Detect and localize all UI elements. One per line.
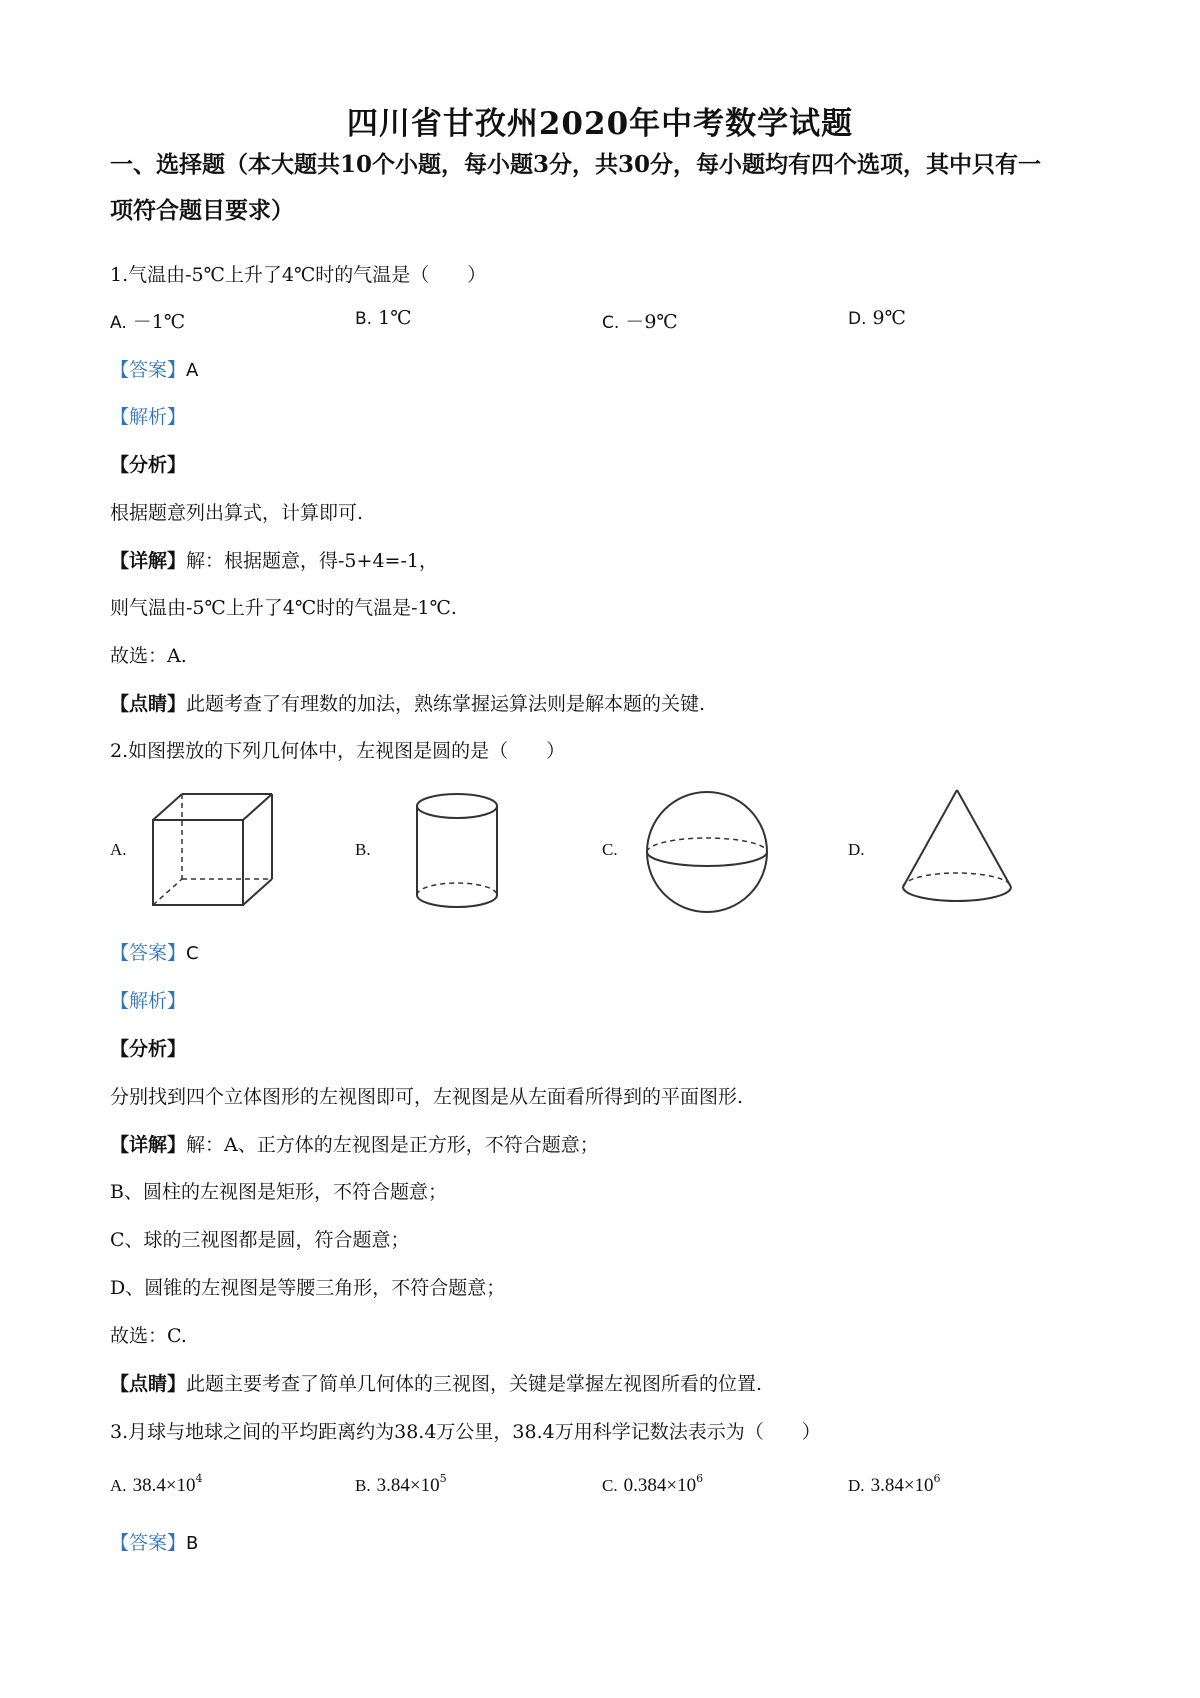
detail-tag: 【详解】 — [110, 550, 187, 572]
cone-figure — [895, 785, 1020, 910]
option-letter: A. — [110, 313, 127, 333]
q1-choose: 故选：A. — [110, 645, 187, 667]
section-heading-line-2: 项符合题目要求） — [110, 197, 294, 224]
option-mantissa: 3.84×10 — [376, 1475, 440, 1496]
analysis-tag: 【解析】 — [110, 406, 187, 428]
fenxi-tag: 【分析】 — [110, 1038, 187, 1060]
option-text: －9℃ — [625, 311, 678, 333]
q1-detail — [110, 546, 438, 573]
comment-text: 此题考查了有理数的加法，熟练掌握运算法则是解本题的关键. — [186, 693, 706, 715]
option-letter: C. — [602, 313, 620, 333]
option-letter: B. — [355, 1476, 371, 1495]
q2-detail-d: D、圆锥的左视图是等腰三角形，不符合题意； — [110, 1277, 506, 1299]
q3-option-d — [848, 1472, 941, 1497]
q2-figure-label-a: A. — [110, 840, 127, 859]
q3-option-c — [602, 1472, 703, 1497]
comment-tag: 【点睛】 — [110, 693, 187, 715]
page-title: 四川省甘孜州2020年中考数学试题 — [346, 106, 854, 142]
q3-answer — [110, 1528, 198, 1555]
q3-stem: 3.月球与地球之间的平均距离约为38.4万公里，38.4万用科学记数法表示为（ ） — [110, 1421, 821, 1443]
q2-detail-c: C、球的三视图都是圆，符合题意； — [110, 1229, 410, 1251]
answer-tag: 【答案】 — [110, 359, 187, 381]
comment-text: 此题主要考查了简单几何体的三视图，关键是掌握左视图所看的位置. — [186, 1373, 763, 1395]
q1-detail-2: 则气温由-5℃上升了4℃时的气温是-1℃. — [110, 597, 457, 619]
option-exponent: 4 — [195, 1472, 203, 1485]
option-text: －1℃ — [132, 311, 186, 333]
option-letter: D. — [848, 1476, 865, 1495]
q2-fenxi-tag — [110, 1034, 186, 1061]
q2-detail — [110, 1130, 599, 1157]
option-text: 9℃ — [872, 307, 906, 329]
q2-figure-label-d: D. — [848, 840, 865, 859]
comment-tag: 【点睛】 — [110, 1373, 187, 1395]
option-exponent: 6 — [933, 1472, 941, 1485]
section-heading-line-1: 一、选择题（本大题共10个小题，每小题3分，共30分，每小题均有四个选项，其中只有一 — [110, 151, 1042, 178]
q1-fenxi: 根据题意列出算式，计算即可. — [110, 502, 364, 524]
option-letter: C. — [602, 1476, 618, 1495]
q1-option-a — [110, 307, 185, 334]
option-letter: B. — [355, 309, 373, 329]
option-exponent: 5 — [439, 1472, 447, 1485]
q1-fenxi-tag — [110, 450, 186, 477]
q1-answer — [110, 355, 198, 382]
q2-detail-b: B、圆柱的左视图是矩形，不符合题意； — [110, 1181, 447, 1203]
option-letter: A. — [110, 1476, 127, 1495]
fenxi-tag: 【分析】 — [110, 454, 187, 476]
analysis-tag: 【解析】 — [110, 990, 187, 1012]
detail-tag: 【详解】 — [110, 1134, 187, 1156]
q2-figure-label-b: B. — [355, 840, 371, 859]
option-mantissa: 3.84×10 — [870, 1475, 934, 1496]
answer-value: B — [186, 1533, 199, 1554]
answer-value: C — [186, 943, 199, 964]
q2-choose: 故选：C. — [110, 1325, 187, 1347]
q2-answer — [110, 938, 199, 965]
q1-comment — [110, 689, 705, 716]
answer-value: A — [186, 360, 199, 381]
cube-figure — [145, 790, 280, 910]
q1-option-d — [848, 307, 906, 329]
q2-figure-label-c: C. — [602, 840, 618, 859]
section-heading — [110, 142, 1100, 234]
option-mantissa: 0.384×10 — [623, 1475, 697, 1496]
option-text: 1℃ — [378, 307, 412, 329]
q1-stem: 1.气温由-5℃上升了4℃时的气温是（ ） — [110, 264, 487, 286]
q1-analysis-tag — [110, 402, 186, 429]
option-letter: D. — [848, 309, 867, 329]
option-exponent: 6 — [696, 1472, 704, 1485]
q2-fenxi: 分别找到四个立体图形的左视图即可，左视图是从左面看所得到的平面图形. — [110, 1086, 744, 1108]
q2-comment — [110, 1369, 762, 1396]
q1-option-c — [602, 307, 678, 334]
detail-text: 解：根据题意，得-5+4=-1， — [186, 550, 438, 572]
sphere-figure — [640, 785, 775, 920]
option-mantissa: 38.4×10 — [132, 1475, 196, 1496]
detail-text: 解：A、正方体的左视图是正方形，不符合题意； — [186, 1134, 599, 1156]
cylinder-figure — [410, 790, 505, 915]
q2-analysis-tag — [110, 986, 186, 1013]
answer-tag: 【答案】 — [110, 942, 187, 964]
q1-option-b — [355, 307, 411, 329]
q2-stem: 2.如图摆放的下列几何体中，左视图是圆的是（ ） — [110, 740, 566, 762]
q3-option-b — [355, 1472, 447, 1497]
q3-option-a — [110, 1472, 203, 1497]
answer-tag: 【答案】 — [110, 1532, 187, 1554]
